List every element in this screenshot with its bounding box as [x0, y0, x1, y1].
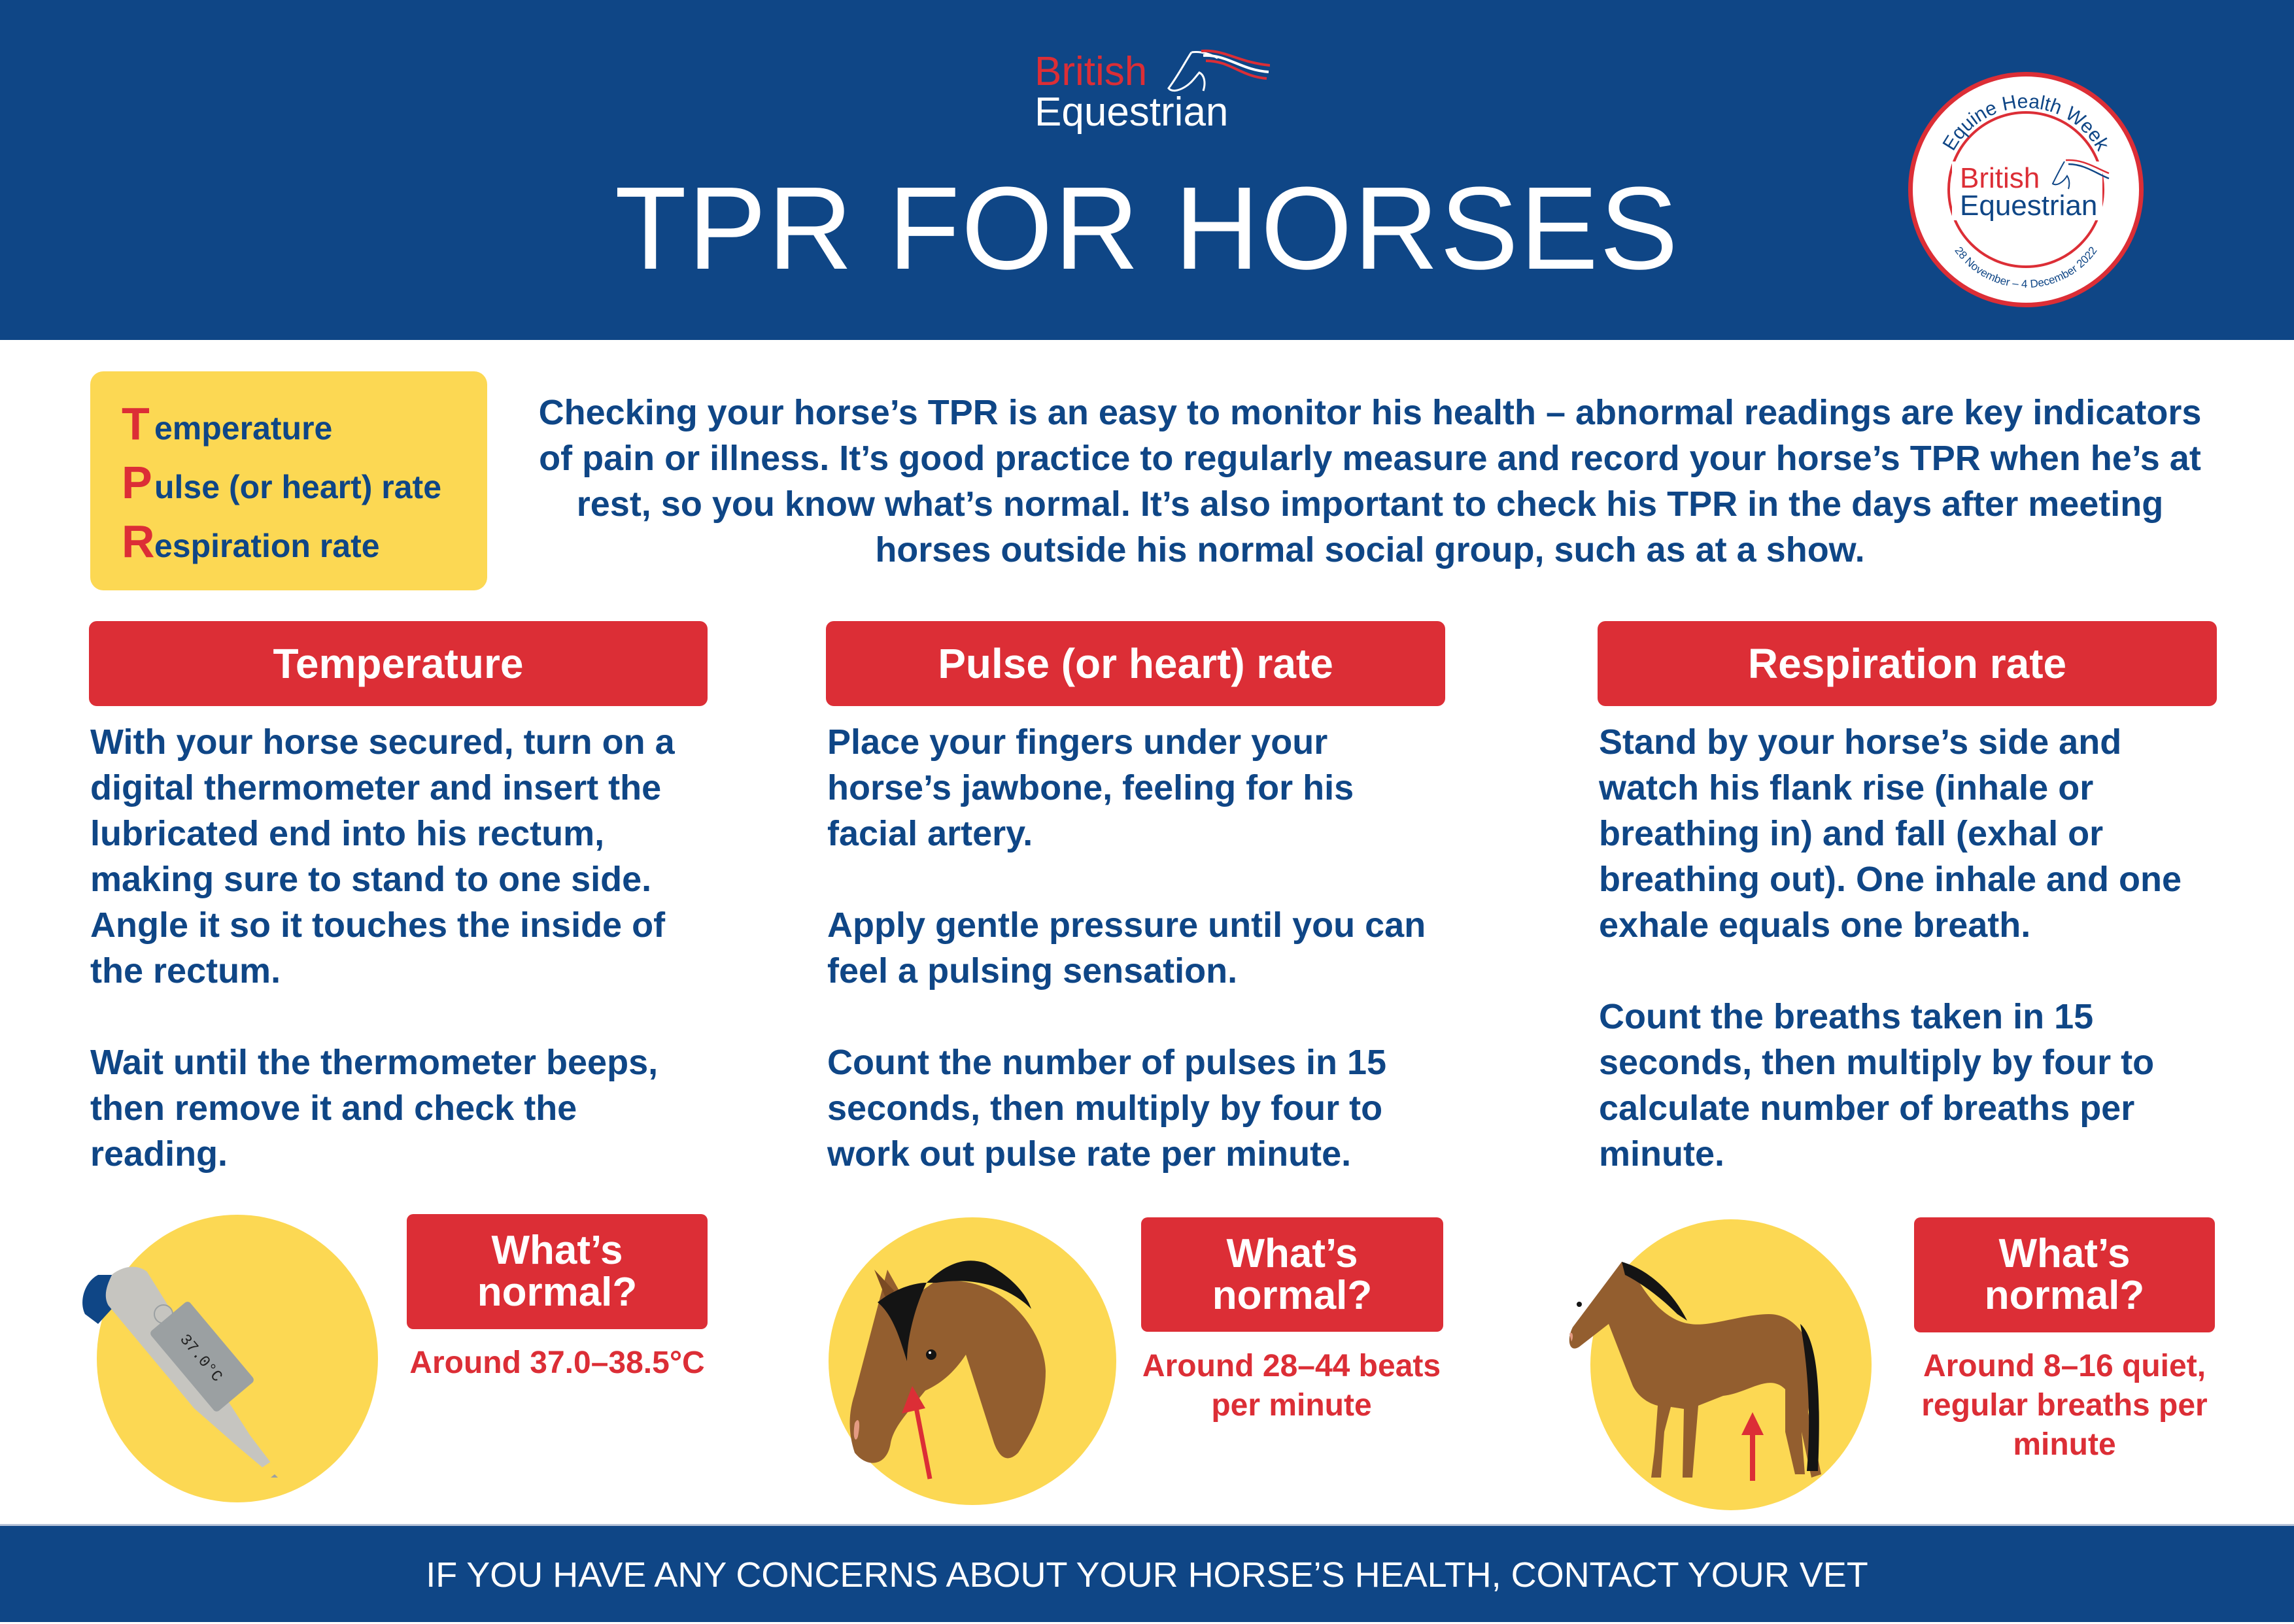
whats-normal-line-1: What’s	[1998, 1231, 2131, 1276]
pulse-step-1: Place your fingers under your horse’s jawbone, feeling for his facial artery.	[827, 722, 1354, 853]
respiration-normal-value: Around 8–16 quiet, regular breaths per minute	[1921, 1349, 2208, 1462]
tpr-row-temperature	[122, 398, 332, 450]
tpr-letter-p: P	[122, 457, 152, 508]
whats-normal-line-1: What’s	[1226, 1230, 1358, 1276]
tpr-letter-t: T	[122, 398, 150, 449]
footer-banner: IF YOU HAVE ANY CONCERNS ABOUT YOUR HORSE’S HEALTH, CONTACT YOUR VET	[0, 1524, 2294, 1622]
svg-text:37.0°C: 37.0°C	[175, 1331, 226, 1386]
section-heading-pulse: Pulse (or heart) rate	[826, 621, 1445, 706]
pulse-step-2: Apply gentle pressure until you can feel a pulsing sensation.	[827, 905, 1426, 990]
section-body-pulse	[827, 719, 1448, 1223]
badge-graphic	[1913, 76, 2139, 303]
british-equestrian-logo	[1035, 49, 1270, 141]
pulse-normal-value: Around 28–44 beats per minute	[1142, 1349, 1441, 1423]
equine-health-week-badge	[1908, 72, 2144, 307]
whats-normal-line-2: normal?	[477, 1270, 638, 1315]
horse-head-icon	[829, 1217, 1116, 1505]
horse-head-icon	[1165, 49, 1270, 111]
thermometer-icon	[72, 1242, 399, 1478]
logo-british-text: British	[1035, 49, 1148, 94]
page-title: TPR FOR HORSES	[614, 163, 1680, 294]
whats-normal-respiration-label	[1914, 1217, 2215, 1332]
temperature-step-1: With your horse secured, turn on a digital thermometer and insert the lubricated end into his rectum, making sure to stand to one side. Angle it so it touches the inside of the rectum.	[90, 722, 675, 990]
tpr-acronym-box	[90, 371, 487, 590]
whats-normal-line-1: What’s	[491, 1228, 623, 1273]
svg-text:Equine Health Week: Equine Health Week	[1938, 90, 2114, 154]
tpr-row-respiration	[122, 515, 380, 567]
respiration-step-1: Stand by your horse’s side and watch his flank rise (inhale or breathing in) and fall (exhal or breathing out). One inhale and one exhale equals one breath.	[1599, 722, 2182, 945]
section-body-respiration	[1599, 719, 2220, 1223]
tpr-word-temperature: emperature	[154, 410, 333, 447]
tpr-row-pulse	[122, 456, 441, 509]
tpr-word-pulse: ulse (or heart) rate	[154, 469, 442, 505]
section-heading-temperature: Temperature	[89, 621, 708, 706]
temperature-step-2: Wait until the thermometer beeps, then remove it and check the reading.	[90, 1043, 659, 1174]
whats-normal-line-2: normal?	[1984, 1273, 2145, 1318]
whats-normal-temperature-label	[407, 1214, 708, 1329]
logo-equestrian-text: Equestrian	[1035, 90, 1229, 135]
temperature-normal-value: Around 37.0–38.5°C	[409, 1345, 705, 1380]
section-heading-respiration: Respiration rate	[1598, 621, 2217, 706]
pulse-step-3: Count the number of pulses in 15 seconds, then multiply by four to work out pulse rate per minute.	[827, 1043, 1387, 1174]
tpr-letter-r: R	[122, 516, 155, 567]
svg-text:Equestrian: Equestrian	[1960, 190, 2098, 222]
intro-paragraph: Checking your horse’s TPR is an easy to monitor his health – abnormal readings are key indicators of pain or illness. It’s good practice to regularly measure and record your horse’s TPR when he’s at rest, so you know what’s normal. It’s also important to check his TPR in the days after meeting horses outside his normal social group, such as at a show.	[538, 393, 2202, 569]
whats-normal-pulse-label	[1141, 1217, 1443, 1332]
tpr-word-respiration: espiration rate	[154, 528, 380, 564]
section-body-temperature	[90, 719, 711, 1223]
svg-text:28 November – 4 December 2022: 28 November – 4 December 2022	[1952, 244, 2100, 291]
respiration-step-2: Count the breaths taken in 15 seconds, then multiply by four to calculate number of breaths per minute.	[1599, 997, 2155, 1174]
svg-text:British: British	[1960, 162, 2040, 194]
whats-normal-line-2: normal?	[1212, 1272, 1373, 1318]
standing-horse-icon	[1560, 1236, 1887, 1484]
